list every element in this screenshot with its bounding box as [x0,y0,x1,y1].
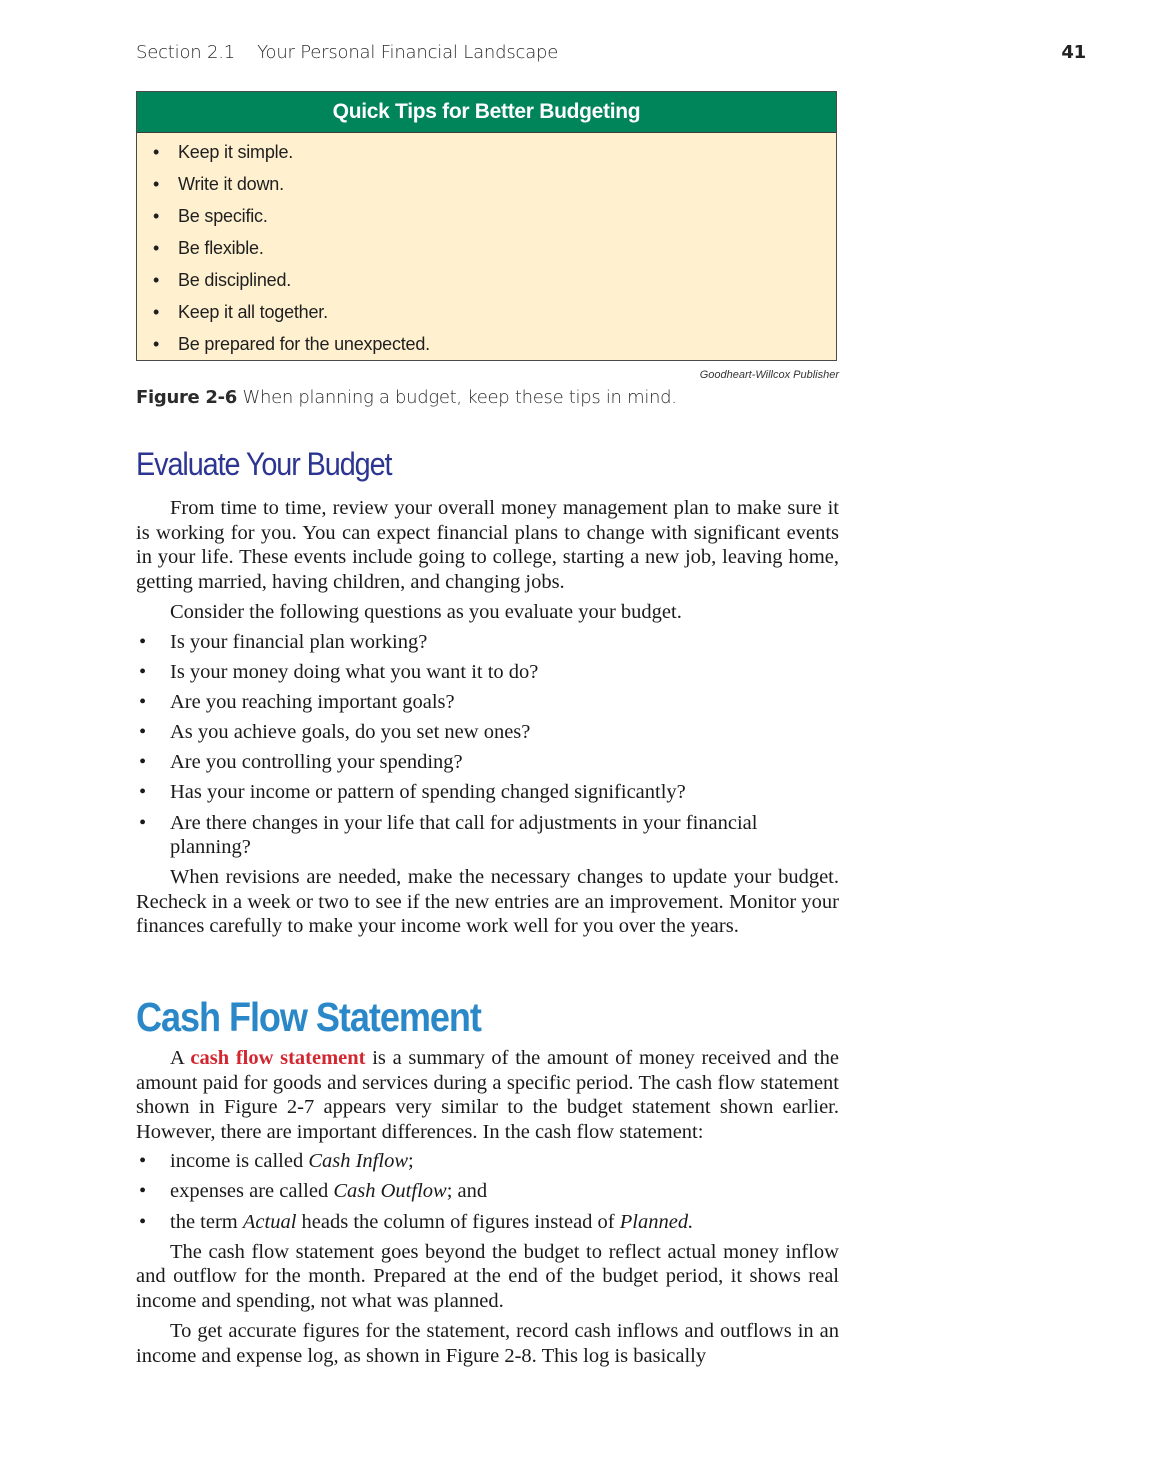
paragraph: Consider the following questions as you evaluate your budget. [170,601,682,624]
tip-item: • Write it down. [137,168,836,200]
figure-label: Figure 2-6 [136,387,238,408]
differences-list [136,1149,839,1234]
bullet-icon: • [153,174,160,194]
list-item: • Are you controlling your spending? [139,751,463,774]
bullet-icon: • [139,751,147,774]
bullet-icon: • [139,661,147,684]
list-item: • income is called Cash Inflow; [139,1150,414,1173]
tip-item: • Keep it all together. [137,296,836,328]
figure-credit: Goodheart-Willcox Publisher [699,369,839,381]
section-heading-evaluate: Evaluate Your Budget [136,446,392,482]
list-item: • Has your income or pattern of spending changed significantly? [139,781,686,804]
cash-flow-body [136,1046,839,1369]
bullet-icon: • [139,1210,147,1233]
bullet-icon: • [139,781,147,804]
paragraph: The cash flow statement goes beyond the budget to reflect actual money inflow and outflow for the month. Prepared at the end of the budget period, it shows real income and spending, not what was planned. [136,1240,839,1312]
section-heading-cash-flow: Cash Flow Statement [136,994,481,1040]
tip-item: • Be flexible. [137,232,836,264]
evaluate-body [136,496,839,939]
bullet-icon: • [139,630,147,653]
tips-box-title: Quick Tips for Better Budgeting [137,92,836,133]
paragraph: To get accurate figures for the statement, record cash inflows and outflows in an income and expense log, as shown in Figure 2-8. This log is basically [136,1320,839,1368]
list-item: • Are there changes in your life that call for adjustments in your financial planning? [139,811,758,859]
tip-item: • Be prepared for the unexpected. [137,328,836,360]
bullet-icon: • [153,334,160,354]
tip-item: • Keep it simple. [137,136,836,168]
list-item: • expenses are called Cash Outflow; and [139,1180,488,1203]
bullet-icon: • [153,206,160,226]
tip-item: • Be disciplined. [137,264,836,296]
bullet-icon: • [139,691,147,714]
bullet-icon: • [139,811,147,834]
bullet-icon: • [153,270,160,290]
figure-caption [136,387,856,408]
paragraph: From time to time, review your overall money management plan to make sure it is working for you. You can expect financial plans to change with significant events in your life. These events include going to college, starting a new job, leaving home, getting married, having children, and changing jobs. [136,497,839,593]
bullet-icon: • [153,238,160,258]
list-item: • the term Actual heads the column of figures instead of Planned. [139,1210,694,1233]
list-item: • Is your financial plan working? [139,630,428,653]
paragraph: When revisions are needed, make the necessary changes to update your budget. Recheck in a week or two to see if the new entries are an improvement. Monitor your finances carefully to make your income work well for you over the years. [136,866,839,938]
bullet-icon: • [153,142,160,162]
list-item: • Is your money doing what you want it to do? [139,661,539,684]
page-number: 41 [1061,42,1086,63]
list-item: • Are you reaching important goals? [139,691,455,714]
tips-list [137,133,836,360]
bullet-icon: • [153,302,160,322]
quick-tips-box [136,91,837,361]
key-term: cash flow statement [190,1047,366,1069]
evaluation-questions-list [136,630,839,860]
list-item: • As you achieve goals, do you set new ones? [139,721,531,744]
section-title: Section 2.1 Your Personal Financial Landscape [136,42,559,63]
paragraph: A cash flow statement is a summary of the amount of money received and the amount paid for goods and services during a specific period. The cash flow statement shown in Figure 2-7 appears very similar to the budget statement shown earlier. However, there are important differences. In the cash flow statement: [136,1047,839,1143]
figure-caption-text: When planning a budget, keep these tips in mind. [237,387,677,408]
bullet-icon: • [139,721,147,744]
bullet-icon: • [139,1180,147,1203]
tip-item: • Be specific. [137,200,836,232]
bullet-icon: • [139,1150,147,1173]
